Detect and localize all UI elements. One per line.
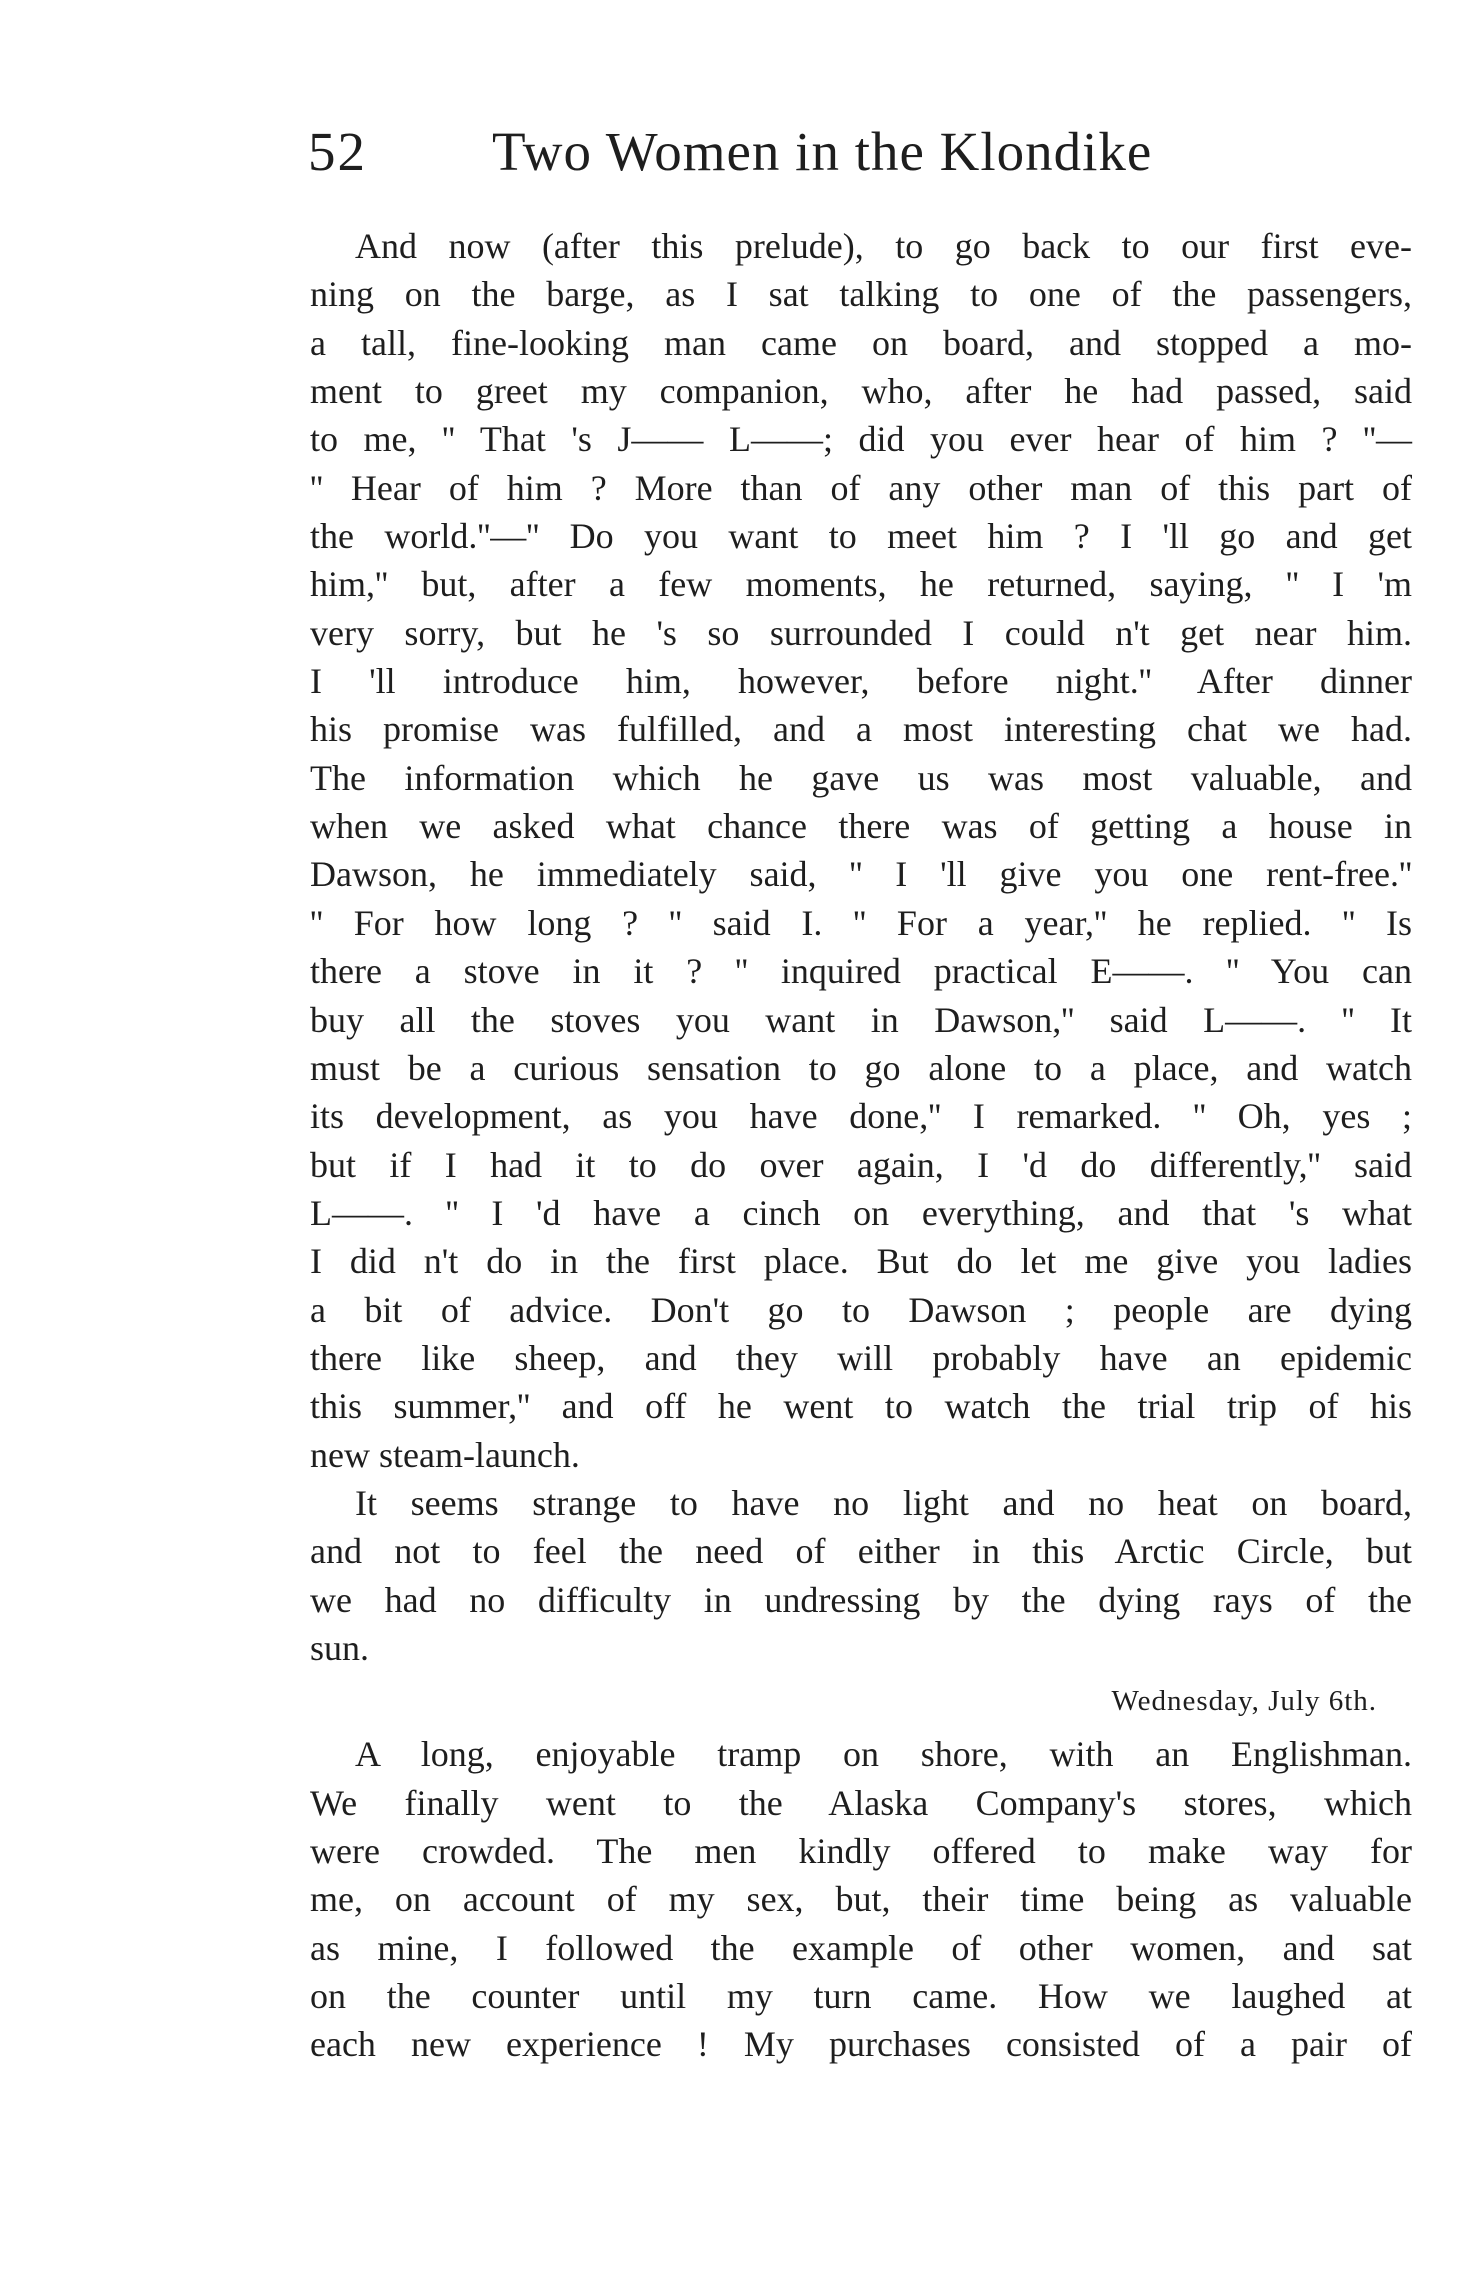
text-line: we had no difficulty in undressing by the dying rays of the	[310, 1579, 1412, 1620]
text-line: and not to feel the need of either in this Arctic Circle, but	[310, 1531, 1412, 1572]
text-line: when we asked what chance there was of getting a house in	[310, 806, 1412, 847]
text-line: there like sheep, and they will probably have an epidemic	[310, 1337, 1412, 1378]
text-line: very sorry, but he 's so surrounded I could n't get near him.	[310, 612, 1412, 653]
paragraph-2	[310, 1479, 1412, 1672]
text-line: We finally went to the Alaska Company's stores, which	[310, 1782, 1412, 1823]
text-line: its development, as you have done,'' I remarked. '' Oh, yes ;	[310, 1096, 1412, 1137]
text-line: I did n't do in the first place. But do let me give you ladies	[310, 1241, 1412, 1282]
text-line: must be a curious sensation to go alone to a place, and watch	[310, 1047, 1412, 1088]
page-number: 52	[308, 121, 367, 182]
text-line: I 'll introduce him, however, before night.'' After dinner	[310, 661, 1412, 702]
text-line: The information which he gave us was most valuable, and	[310, 757, 1412, 798]
text-line: buy all the stoves you want in Dawson,'' said L——. '' It	[310, 999, 1412, 1040]
text-line: but if I had it to do over again, I 'd do differently,'' said	[310, 1144, 1412, 1185]
text-line: It seems strange to have no light and no heat on board,	[355, 1482, 1412, 1523]
text-line: the world.''—'' Do you want to meet him ? I 'll go and get	[310, 516, 1412, 557]
text-line: his promise was fulfilled, and a most interesting chat we had.	[310, 709, 1412, 750]
text-line: '' Hear of him ? More than of any other man of this part of	[310, 467, 1412, 508]
text-line: Dawson, he immediately said, '' I 'll give you one rent-free.''	[310, 854, 1412, 895]
text-line: this summer,'' and off he went to watch the trial trip of his	[310, 1386, 1412, 1427]
text-line: new steam-launch.	[310, 1434, 580, 1475]
text-line: to me, '' That 's J—— L——; did you ever hear of him ? ''—	[310, 419, 1412, 460]
paragraph-3	[310, 1730, 1412, 2068]
text-line: me, on account of my sex, but, their time being as valuable	[310, 1879, 1412, 1920]
running-title: Two Women in the Klondike	[492, 121, 1153, 182]
text-line: him,'' but, after a few moments, he returned, saying, '' I 'm	[310, 564, 1412, 605]
body-text	[310, 222, 1412, 2069]
text-line: a bit of advice. Don't go to Dawson ; people are dying	[310, 1289, 1412, 1330]
text-line: on the counter until my turn came. How we laughed at	[310, 1976, 1412, 2017]
dateline: Wednesday, July 6th.	[1111, 1685, 1377, 1718]
text-line: L——. '' I 'd have a cinch on everything, and that 's what	[310, 1192, 1412, 1233]
text-line: were crowded. The men kindly offered to make way for	[310, 1831, 1412, 1871]
page-header	[308, 112, 1408, 192]
text-line: there a stove in it ? '' inquired practical E——. '' You can	[310, 951, 1412, 992]
text-line: sun.	[310, 1627, 370, 1668]
paragraph-1	[310, 222, 1412, 1479]
text-line: as mine, I followed the example of other women, and sat	[310, 1927, 1412, 1968]
text-line: a tall, fine-looking man came on board, and stopped a mo-	[310, 322, 1412, 363]
text-line: '' For how long ? '' said I. '' For a year,'' he replied. '' Is	[310, 902, 1412, 943]
text-line: ning on the barge, as I sat talking to one of the passengers,	[310, 274, 1412, 315]
text-line: each new experience ! My purchases consisted of a pair of	[310, 2024, 1412, 2065]
text-line: A long, enjoyable tramp on shore, with an Englishman.	[355, 1734, 1412, 1775]
text-line: ment to greet my companion, who, after he had passed, said	[310, 371, 1412, 412]
text-line: And now (after this prelude), to go back to our first eve-	[355, 226, 1412, 266]
